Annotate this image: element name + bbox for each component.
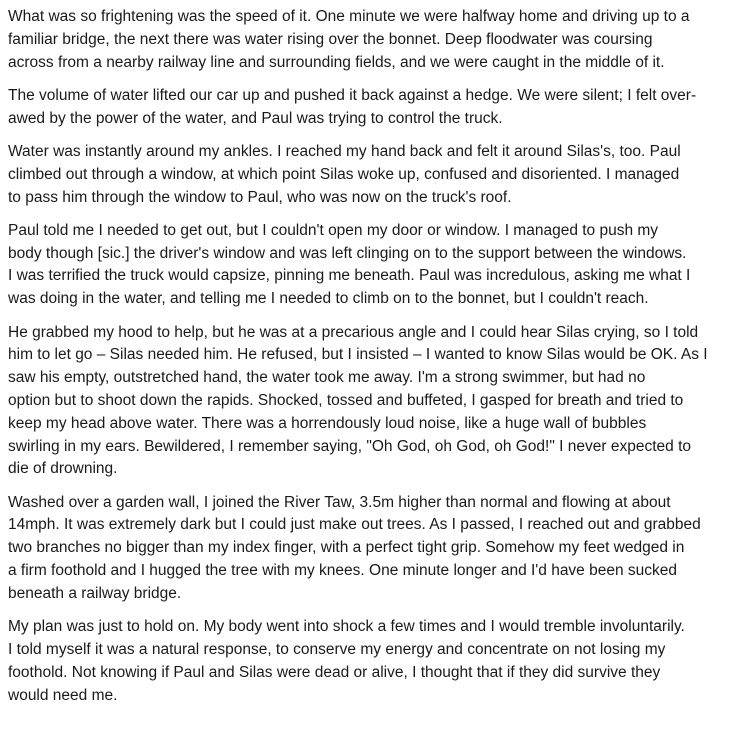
text-line: My plan was just to hold on. My body went into shock a few times and I would tremble involuntarily. [8, 618, 685, 636]
text-line: familiar bridge, the next there was water rising over the bonnet. Deep floodwater was coursing [8, 30, 653, 48]
text-line: foothold. Not knowing if Paul and Silas were dead or alive, I thought that if they did survive they [8, 663, 661, 681]
document-body [8, 6, 732, 718]
text-line: The volume of water lifted our car up and pushed it back against a hedge. We were silent; I felt over- [8, 86, 697, 104]
text-line: a firm foothold and I hugged the tree with my knees. One minute longer and I'd have been sucked [8, 562, 678, 580]
paragraph [8, 85, 732, 131]
paragraph [8, 616, 732, 707]
paragraph [8, 220, 732, 311]
text-line: was doing in the water, and telling me I needed to climb on to the bonnet, but I couldn't reach. [8, 290, 649, 308]
text-line: 14mph. It was extremely dark but I could just make out trees. As I passed, I reached out and grabbed [8, 516, 701, 534]
text-line: Paul told me I needed to get out, but I couldn't open my door or window. I managed to push my [8, 221, 659, 239]
paragraph [8, 492, 732, 606]
paragraph [8, 6, 732, 74]
text-line: beneath a railway bridge. [8, 584, 182, 602]
text-line: die of drowning. [8, 460, 118, 478]
text-line: Water was instantly around my ankles. I reached my hand back and felt it around Silas's, too. Paul [8, 142, 681, 160]
text-line: I told myself it was a natural response, to conserve my energy and concentrate on not losing my [8, 640, 666, 658]
text-line: body though [sic.] the driver's window and was left clinging on to the support between the windows. [8, 244, 687, 262]
paragraph [8, 141, 732, 209]
text-line: keep my head above water. There was a horrendously loud noise, like a huge wall of bubbles [8, 414, 647, 432]
text-line: to pass him through the window to Paul, who was now on the truck's roof. [8, 188, 512, 206]
text-line: I was terrified the truck would capsize, pinning me beneath. Paul was incredulous, asking me what I [8, 267, 691, 285]
text-line: across from a nearby railway line and surrounding fields, and we were caught in the middle of it. [8, 53, 665, 71]
text-line: option but to shoot down the rapids. Shocked, tossed and buffeted, I gasped for breath and tried to [8, 391, 684, 409]
text-line: two branches no bigger than my index finger, with a perfect tight grip. Somehow my feet wedged in [8, 539, 685, 557]
text-line: He grabbed my hood to help, but he was at a precarious angle and I could hear Silas crying, so I told [8, 323, 699, 341]
text-line: awed by the power of the water, and Paul was trying to control the truck. [8, 109, 503, 127]
text-line: would need me. [8, 686, 118, 704]
paragraph [8, 322, 732, 482]
text-line: saw his empty, outstretched hand, the water took me away. I'm a strong swimmer, but had no [8, 369, 646, 387]
text-line: swirling in my ears. Bewildered, I remember saying, "Oh God, oh God, oh God!" I never expected to [8, 437, 691, 455]
text-line: What was so frightening was the speed of it. One minute we were halfway home and driving up to a [8, 8, 690, 25]
text-line: him to let go – Silas needed him. He refused, but I insisted – I wanted to know Silas would be OK. As I [8, 346, 708, 364]
text-line: climbed out through a window, at which point Silas woke up, confused and disoriented. I managed [8, 165, 680, 183]
text-line: Washed over a garden wall, I joined the River Taw, 3.5m higher than normal and flowing at about [8, 493, 671, 511]
